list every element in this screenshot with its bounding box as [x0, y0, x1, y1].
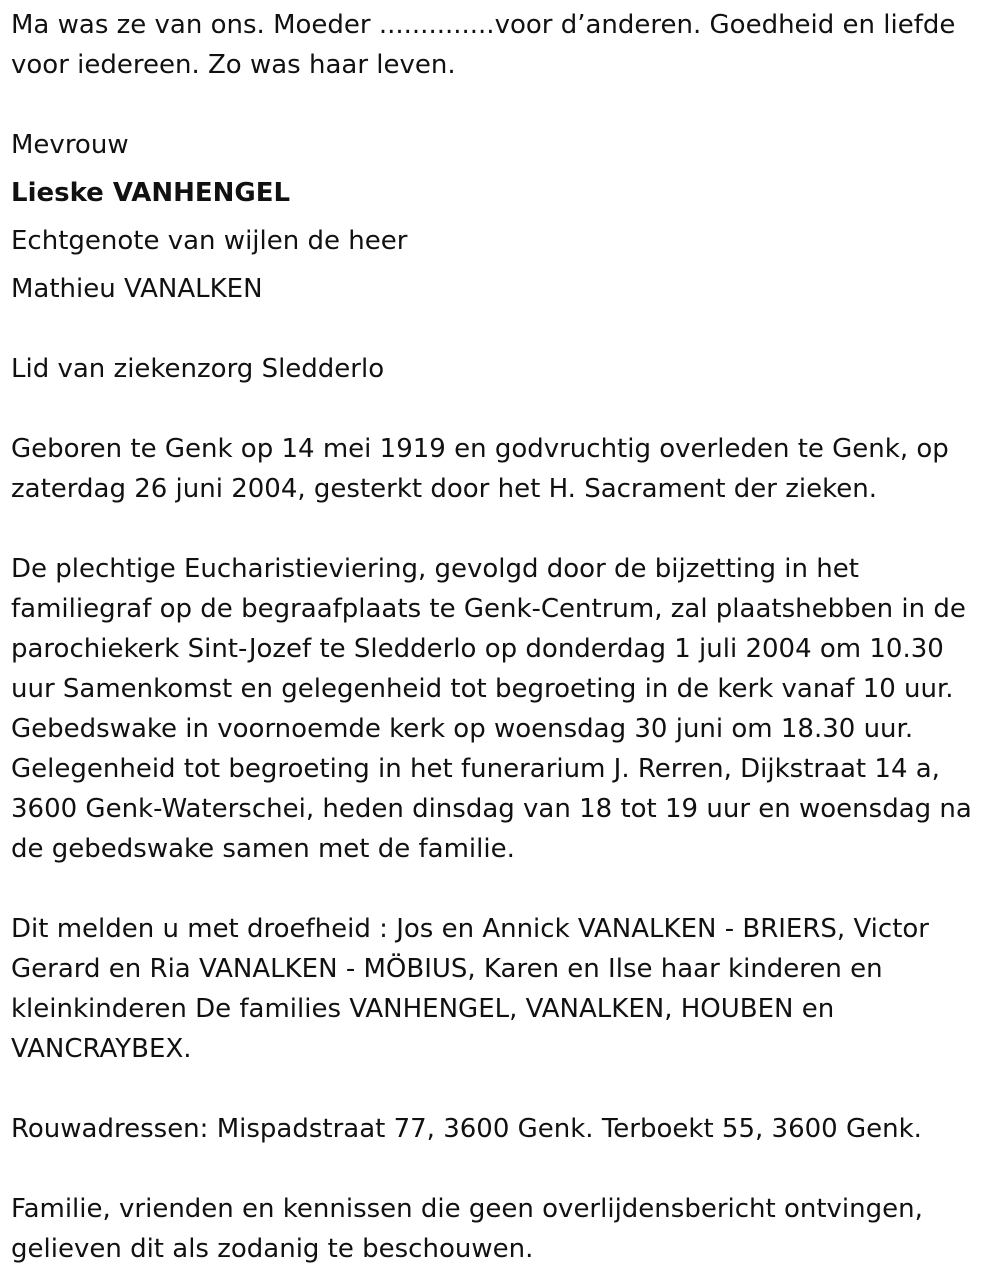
announcement-text: Dit melden u met droefheid : Jos en Annick VANALKEN - BRIERS, Victor Gerard en Ria VANALKEN - MÖBIUS, Karen en Ilse haar kinderen en kleinkinderen De families VANHENGEL, VANALKEN, HOUBEN en VANCRAYBEX.: [11, 914, 929, 1064]
deceased-name: Lieske VANHENGEL: [11, 178, 291, 208]
spouse-line-1: Echtgenote van wijlen de heer: [11, 226, 408, 256]
intro-text: Ma was ze van ons. Moeder ..............voor d’anderen. Goedheid en liefde voor iedereen. Zo was haar leven.: [11, 10, 956, 80]
spacer: [11, 389, 989, 429]
spacer: [11, 1149, 989, 1189]
spacer: [11, 85, 989, 125]
spouse-line-2: Mathieu VANALKEN: [11, 274, 263, 304]
salutation: Mevrouw: [11, 130, 129, 160]
closing-text: Familie, vrienden en kennissen die geen overlijdensbericht ontvingen, gelieven dit als zodanig te beschouwen.: [11, 1194, 923, 1264]
birth-death-text: Geboren te Genk op 14 mei 1919 en godvruchtig overleden te Genk, op zaterdag 26 juni 2004, gesterkt door het H. Sacrament der zieken.: [11, 434, 949, 504]
spacer: [11, 309, 989, 349]
spacer: [11, 509, 989, 549]
ceremony-text: De plechtige Eucharistieviering, gevolgd door de bijzetting in het familiegraf op de begraafplaats te Genk-Centrum, zal plaatshebben in de parochiekerk Sint-Jozef te Sledderlo op donderdag 1 juli 2004 om 10.30 uur Samenkomst en gelegenheid tot begroeting in de kerk vanaf 10 uur. Gebedswake in voornoemde kerk op woensdag 30 juni om 18.30 uur. Gelegenheid tot begroeting in het funerarium J. Rerren, Dijkstraat 14 a, 3600 Genk-Waterschei, heden dinsdag van 18 tot 19 uur en woensdag na de gebedswake samen met de familie.: [11, 554, 972, 864]
spacer: [11, 1069, 989, 1109]
spacer: [11, 869, 989, 909]
membership-text: Lid van ziekenzorg Sledderlo: [11, 354, 385, 384]
addresses-text: Rouwadressen: Mispadstraat 77, 3600 Genk. Terboekt 55, 3600 Genk.: [11, 1114, 922, 1144]
